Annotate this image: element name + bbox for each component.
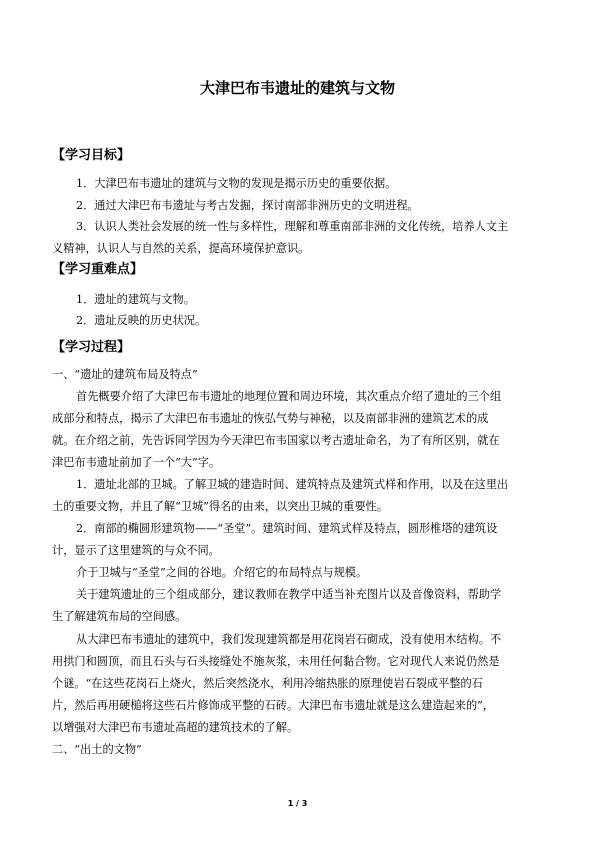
paragraph-line: 计，显示了这里建筑的与众不同。 (52, 544, 220, 557)
paragraph-line: 津巴布韦遗址前加了一个“大”字。 (52, 456, 221, 469)
subheading-building-layout: 一、“遗址的建筑布局及特点” (52, 368, 198, 381)
goal-item-continued: 义精神，认识人与自然的关系，提高环境保护意识。 (52, 242, 310, 255)
document-title: 大津巴布韦遗址的建筑与文物 (199, 79, 395, 97)
paragraph-line: 个谜。“在这些花岗石上烧火，然后突然浇水，利用冷缩热胀的原理使岩石裂成平整的石 (52, 677, 483, 690)
paragraph-line: 从大津巴布韦遗址的建筑中，我们发现建筑都是用花岗岩石砌成，没有使用木结构。不 (76, 633, 502, 646)
paragraph-line: 介于卫城与“圣堂”之间的谷地。介绍它的布局特点与规模。 (76, 566, 368, 579)
paragraph-line: 2．南部的椭圆形建筑物——“圣堂”。建筑时间、建筑式样及特点，圆形椎塔的建筑设 (76, 522, 498, 535)
paragraph-line: 用拱门和圆顶，而且石头与石头接缝处不施灰浆，未用任何黏合物。它对现代人来说仍然是 (52, 655, 500, 668)
paragraph-line: 就。在介绍之前，先告诉同学因为今天津巴布韦国家以考古遗址命名，为了有所区别，就在 (52, 434, 500, 447)
goal-item: 1．大津巴布韦遗址的建筑与文物的发现是揭示历史的重要依据。 (76, 177, 397, 190)
paragraph-line: 成部分和特点，揭示了大津巴布韦遗址的恢弘气势与神秘，以及南部非洲的建筑艺术的成 (52, 412, 489, 425)
section-heading-process: 【学习过程】 (52, 340, 131, 355)
paragraph-line: 土的重要文物，并且了解“卫城”得名的由来，以突出卫城的重要性。 (52, 500, 388, 513)
section-heading-key-points: 【学习重难点】 (52, 262, 144, 277)
paragraph-line: 以增强对大津巴布韦遗址高超的建筑技术的了解。 (52, 721, 299, 734)
section-heading-goals: 【学习目标】 (52, 148, 131, 163)
page-number: 1 / 3 (287, 799, 308, 808)
key-point-item: 2．遗址反映的历史状况。 (76, 314, 207, 327)
goal-item: 3．认识人类社会发展的统一性与多样性，理解和尊重南部非洲的文化传统，培养人文主 (76, 220, 509, 233)
subheading-unearthed-relics: 二、“出土的文物” (52, 743, 142, 756)
key-point-item: 1．遗址的建筑与文物。 (76, 293, 195, 306)
paragraph-line: 首先概要介绍了大津巴布韦遗址的地理位置和周边环境，其次重点介绍了遗址的三个组 (76, 390, 502, 403)
paragraph-line: 关于建筑遗址的三个组成部分，建议教师在教学中适当补充图片以及音像资料，帮助学 (76, 588, 502, 601)
paragraph-line: 生了解建筑布局的空间感。 (52, 610, 187, 623)
paragraph-line: 片，然后再用硬槌将这些石片修饰成平整的石砖。大津巴布韦遗址就是这么建造起来的”， (52, 699, 495, 712)
paragraph-line: 1．遗址北部的卫城。了解卫城的建造时间、建筑特点及建筑式样和作用，以及在这里出 (76, 478, 509, 491)
goal-item: 2．通过大津巴布韦遗址与考古发掘，探讨南部非洲历史的文明进程。 (76, 199, 419, 212)
